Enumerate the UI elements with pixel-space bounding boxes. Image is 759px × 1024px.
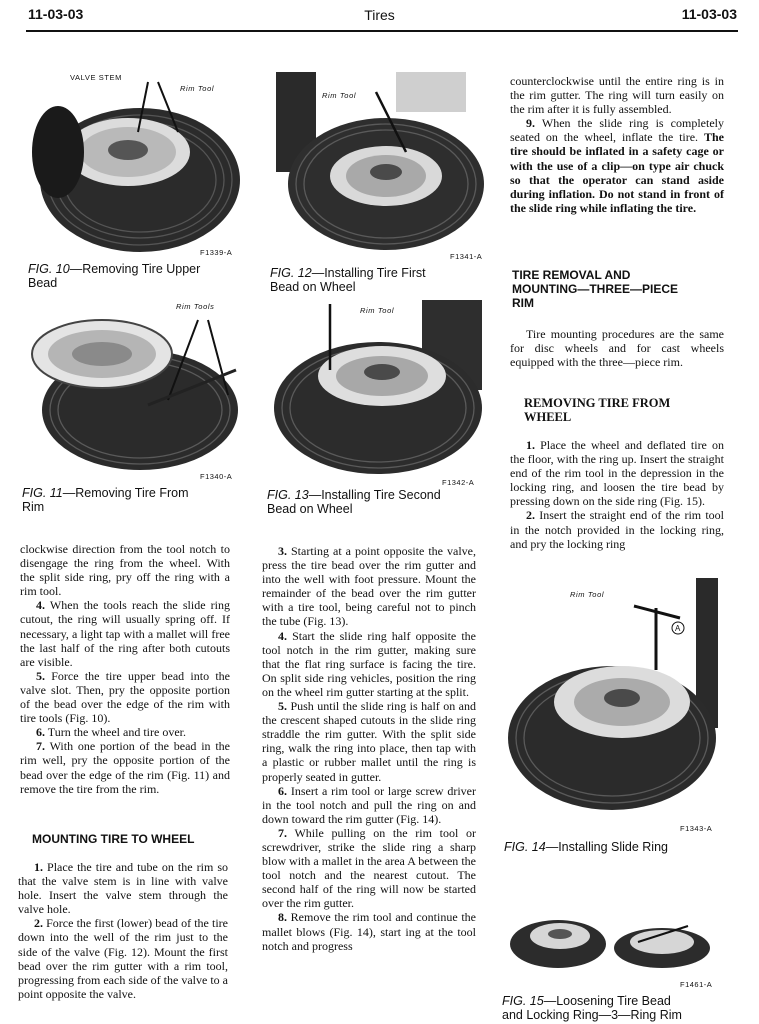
col1-p7: 2. Force the first (lower) bead of the tire down into the well of the rim just to the side of the valve (Fig. 12). Mount the first bead over the rim gutter with a rim tool, progressing from each side of the valve to a point opposite the valve. — [18, 916, 228, 1001]
col3-p4: 1. Place the wheel and deflated tire on the floor, with the ring up. Insert the straight end of the rim tool in the depression in the locking ring, and loosen the tire bead by pressing down on the side ring (Fig. 15). — [510, 438, 724, 509]
col3-heading-2: REMOVING TIRE FROM WHEEL — [524, 396, 671, 424]
fig13-code: F1342-A — [442, 478, 475, 487]
fig11-title-1: —Removing Tire From — [62, 486, 189, 500]
fig14-code: F1343-A — [680, 824, 713, 833]
fig14-image — [506, 578, 718, 814]
col3-p2: 9. When the slide ring is completely seated on the wheel, inflate the tire. The tire should be inflated in a safety cage or with the use of a clip—on type air chuck so that the operator can stand aside during inflation. Do not stand in front of the slide ring while inflating the tire. — [510, 116, 724, 215]
fig14-tool-label: Rim Tool — [570, 590, 605, 599]
fig12-title-2: Bead on Wheel — [270, 280, 356, 294]
fig15-title-1: —Loosening Tire Bead — [543, 994, 671, 1008]
fig12-title-1: —Installing Tire First — [311, 266, 426, 280]
col3-steps — [510, 438, 724, 551]
fig10-image — [28, 72, 240, 252]
col1-p5: 7. With one portion of the bead in the rim well, pry the opposite portion of the bead over the edge of the rim (Fig. 11) and remove the tire from the rim. — [20, 739, 230, 796]
col1-p4: 6. Turn the wheel and tire over. — [36, 725, 186, 740]
col2-p3: 5. Push until the slide ring is half on and the crescent shaped cutouts in the slide ring straddle the rim gutter. With the split side ring, walk the ring into place, then tap with a plastic or rubber mallet until the ring is properly seated in gutter. — [262, 699, 476, 784]
fig13-tool-label: Rim Tool — [360, 306, 395, 315]
fig10-caption — [28, 262, 200, 290]
fig10-code: F1339-A — [200, 248, 233, 257]
page-number-left: 11-03-03 — [28, 6, 84, 22]
column-2 — [262, 544, 476, 953]
fig12-code: F1341-A — [450, 252, 483, 261]
fig15-caption — [502, 994, 682, 1022]
fig11-num: FIG. 11 — [22, 486, 63, 500]
fig10-title-1: —Removing Tire Upper — [69, 262, 201, 276]
col3-p5: 2. Insert the straight end of the rim tool in the notch provided in the locking ring, and pry the locking ring — [510, 508, 724, 551]
col2-p5: 7. While pulling on the rim tool or screwdriver, strike the slide ring a sharp blow with a mallet in the area A between the tool notch and the nearest cutout. The second half of the ring will now be started over the rim gutter. — [262, 825, 476, 911]
col3-p3: Tire mounting procedures are the same for disc wheels and for cast wheels equipped with the three—piece rim. — [510, 327, 724, 370]
fig10-tool-label: Rim Tool — [180, 84, 215, 93]
fig11-caption — [22, 486, 189, 514]
fig10-title-2: Bead — [28, 276, 58, 290]
column-3 — [510, 74, 724, 215]
fig11-image — [28, 300, 238, 472]
fig13-title-2: Bead on Wheel — [267, 502, 353, 516]
col1-p2: 4. When the tools reach the slide ring cutout, the ring will usually spring off. If necessary, a light tap with a mallet will free the last half of the ring after both cutouts are visible. — [20, 598, 230, 669]
fig14-num: FIG. 14 — [504, 840, 546, 854]
col1-heading: MOUNTING TIRE TO WHEEL — [32, 832, 195, 846]
fig11-tool-label: Rim Tools — [176, 302, 215, 311]
fig15-code: F1461-A — [680, 980, 713, 989]
col3-heading-1: TIRE REMOVAL AND MOUNTING—THREE—PIECE RIM — [512, 268, 679, 310]
fig12-image — [276, 72, 486, 252]
column-1-lower — [18, 860, 228, 1001]
col3-p1: counterclockwise until the entire ring is in the rim gutter. The ring will turn easily on the rim after it is fully assembled. — [510, 74, 724, 117]
col3-warning: The tire should be inflated in a safety cage or with the use of a clip—on type air chuck so that the operator can stand aside during inflation. Do not stand in front of the slide ring while inflating the tire. — [510, 130, 724, 215]
col3-intro — [510, 327, 724, 369]
fig12-caption — [270, 266, 426, 294]
fig14-caption — [504, 840, 668, 854]
col1-p3: 5. Force the tire upper bead into the valve slot. Then, pry the opposite portion of the bead over the edge of the rim with tire tools (Fig. 10). — [20, 668, 230, 726]
col2-p2: 4. Start the slide ring half opposite the tool notch in the rim gutter, making sure that the flat ring surface is facing the tire. On split side ring vehicles, position the ring on the wheel rim gutter starting at the split. — [262, 628, 476, 699]
col2-p1: 3. Starting at a point opposite the valve, press the tire bead over the rim gutter and into the well with foot pressure. Mount the remainder of the bead over the rim gutter with a tire tool, being careful not to pinch the tube (Fig. 13). — [262, 544, 476, 629]
fig13-caption — [267, 488, 441, 516]
column-1 — [20, 542, 230, 796]
page-number-right: 11-03-03 — [681, 6, 737, 22]
header-rule — [26, 30, 738, 32]
fig10-num: FIG. 10 — [28, 262, 70, 276]
fig13-image — [272, 300, 484, 478]
col2-p6: 8. Remove the rim tool and continue the mallet blows (Fig. 14), start ing at the tool notch and progress — [262, 910, 476, 953]
col1-p1: clockwise direction from the tool notch to disengage the ring from the wheel. With the split side ring, pry off the ring with a rim tool. — [20, 542, 230, 599]
page-title: Tires — [364, 7, 395, 23]
fig14-a-label: A — [675, 624, 681, 633]
col1-p6: 1. Place the tire and tube on the rim so that the valve stem is in line with valve hole. Insert the valve stem through the valve hole. — [18, 860, 228, 917]
fig11-code: F1340-A — [200, 472, 233, 481]
fig15-image — [508, 912, 712, 970]
fig14-title-1: —Installing Slide Ring — [545, 840, 668, 854]
fig12-num: FIG. 12 — [270, 266, 312, 280]
fig11-title-2: Rim — [22, 500, 45, 514]
col2-p4: 6. Insert a rim tool or large screw driver in the tool notch and pull the ring on and down toward the rim gutter (Fig. 14). — [262, 783, 476, 826]
fig13-title-1: —Installing Tire Second — [308, 488, 441, 502]
fig13-num: FIG. 13 — [267, 488, 309, 502]
fig10-valve-label: VALVE STEM — [70, 73, 122, 82]
fig15-title-2: and Locking Ring—3—Ring Rim — [502, 1008, 682, 1022]
fig12-tool-label: Rim Tool — [322, 91, 357, 100]
fig15-num: FIG. 15 — [502, 994, 544, 1008]
